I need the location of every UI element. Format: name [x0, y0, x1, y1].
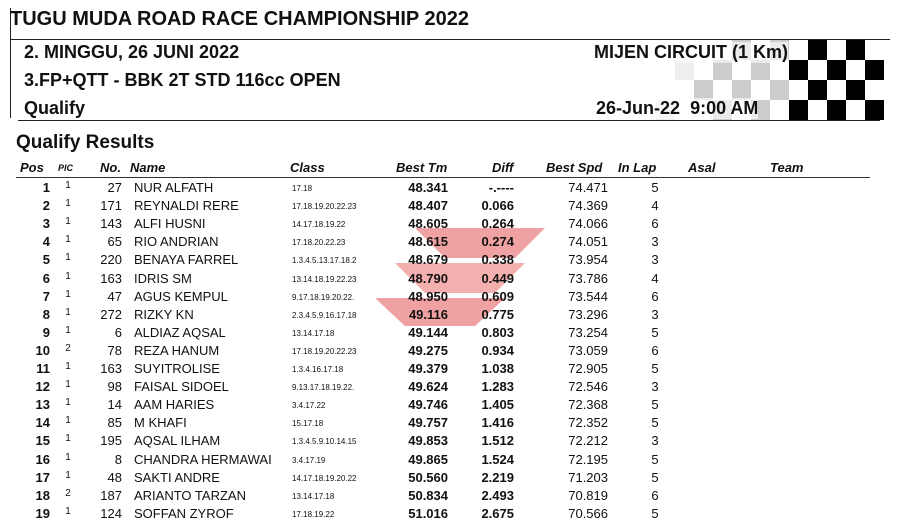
cell-no: 195: [100, 433, 122, 449]
cell-diff: 1.416: [481, 415, 514, 431]
cell-best-spd: 72.212: [568, 433, 608, 449]
table-row: [0, 506, 900, 524]
cell-best-spd: 73.786: [568, 270, 608, 286]
cell-pos: 19: [35, 505, 50, 521]
cell-no: 78: [107, 342, 122, 358]
table-row: [0, 289, 900, 307]
cell-best-spd: 74.471: [568, 180, 608, 195]
cell-pos: 2: [42, 198, 50, 214]
cell-diff: 1.512: [481, 433, 514, 449]
cell-name: REZA HANUM: [134, 342, 220, 358]
cell-pos: 4: [42, 234, 50, 250]
cell-pic: 1: [65, 397, 71, 409]
cell-in-lap: 5: [651, 469, 659, 485]
cell-in-lap: 4: [651, 270, 659, 286]
cell-class: 13.14.17.18: [292, 491, 335, 501]
cell-best-tm: 49.379: [408, 361, 448, 376]
cell-no: 14: [107, 397, 122, 413]
cell-class: 1.3.4.5.13.17.18.2: [292, 256, 357, 266]
cell-best-tm: 49.757: [408, 415, 448, 431]
cell-class: 14.17.18.19.22: [292, 220, 346, 230]
cell-no: 27: [107, 180, 122, 195]
cell-in-lap: 5: [651, 451, 659, 467]
cell-pos: 17: [35, 469, 50, 485]
cell-diff: 0.264: [481, 216, 514, 232]
cell-best-spd: 72.195: [568, 451, 608, 467]
cell-pos: 3: [42, 216, 50, 232]
cell-best-spd: 72.352: [568, 415, 608, 431]
cell-name: ALFI HUSNI: [134, 216, 206, 232]
cell-pos: 12: [35, 379, 50, 395]
cell-pos: 15: [35, 433, 50, 449]
cell-in-lap: 5: [651, 361, 659, 376]
cell-name: SOFFAN ZYROF: [134, 505, 234, 521]
cell-in-lap: 5: [651, 415, 659, 431]
cell-pic: 1: [65, 270, 71, 282]
table-row: [0, 198, 900, 216]
table-row: [0, 433, 900, 451]
cell-diff: 1.283: [481, 379, 514, 395]
cell-pos: 7: [42, 288, 50, 304]
cell-diff: 0.934: [481, 342, 514, 358]
cell-pos: 10: [35, 342, 50, 358]
cell-best-tm: 48.341: [408, 180, 448, 195]
cell-best-spd: 72.546: [568, 379, 608, 395]
cell-pos: 9: [42, 324, 50, 340]
cell-pic: 1: [65, 451, 71, 463]
cell-class: 17.18.20.22.23: [292, 238, 346, 248]
cell-no: 124: [100, 505, 122, 521]
cell-pos: 16: [35, 451, 50, 467]
table-row: [0, 361, 900, 379]
session-date: 26-Jun-22: [596, 98, 681, 118]
cell-no: 65: [107, 234, 122, 250]
cell-best-tm: 49.865: [408, 451, 448, 467]
table-row: [0, 343, 900, 361]
cell-pos: 5: [42, 252, 50, 268]
col-in-lap: In Lap: [618, 160, 657, 175]
cell-best-spd: 72.368: [568, 397, 608, 413]
event-date: 2. MINGGU, 26 JUNI 2022: [24, 42, 240, 62]
cell-name: SAKTI ANDRE: [134, 469, 220, 485]
cell-class: 17.18.19.20.22.23: [292, 346, 357, 356]
table-row: [0, 397, 900, 415]
cell-diff: 2.219: [481, 469, 514, 485]
cell-best-tm: 49.853: [408, 433, 448, 449]
cell-name: RIZKY KN: [134, 306, 194, 322]
cell-best-spd: 71.203: [568, 469, 608, 485]
cell-pic: 1: [65, 433, 71, 445]
cell-class: 1.3.4.16.17.18: [292, 365, 344, 374]
circuit-name: MIJEN CIRCUIT (1 Km): [593, 42, 788, 62]
cell-pic: 1: [65, 306, 71, 318]
cell-no: 8: [114, 451, 122, 467]
cell-no: 98: [107, 379, 122, 395]
cell-pic: 1: [65, 288, 71, 300]
cell-best-tm: 48.790: [408, 270, 448, 286]
cell-class: 17.18: [292, 184, 313, 193]
table-row: [0, 252, 900, 270]
session-name: Qualify: [24, 98, 86, 118]
cell-best-tm: 48.605: [408, 216, 448, 232]
session-time: 9:00 AM: [690, 98, 759, 118]
cell-pos: 11: [36, 361, 50, 376]
cell-pos: 6: [42, 270, 50, 286]
cell-pic: 1: [65, 324, 71, 336]
cell-diff: 1.038: [481, 361, 514, 376]
cell-best-spd: 74.066: [568, 216, 608, 232]
cell-diff: 1.405: [481, 397, 514, 413]
header-bottom-divider: [18, 120, 880, 121]
table-header-divider: [16, 177, 870, 178]
cell-best-spd: 70.819: [568, 487, 608, 503]
cell-in-lap: 5: [651, 397, 659, 413]
cell-class: 9.13.17.18.19.22.: [292, 383, 355, 393]
session-datetime: [596, 98, 758, 119]
cell-best-tm: 49.746: [408, 397, 448, 413]
cell-diff: 1.524: [481, 451, 514, 467]
cell-name: NUR ALFATH: [134, 180, 214, 195]
table-row: [0, 234, 900, 252]
cell-best-tm: 48.407: [408, 198, 448, 214]
table-row: [0, 415, 900, 433]
col-asal: Asal: [688, 160, 716, 175]
cell-best-tm: 49.144: [408, 324, 448, 340]
cell-best-spd: 73.059: [568, 342, 608, 358]
cell-diff: 0.803: [481, 324, 514, 340]
cell-best-spd: 73.544: [568, 288, 608, 304]
cell-name: BENAYA FARREL: [134, 252, 239, 268]
col-best-tm: Best Tm: [396, 160, 448, 175]
cell-name: ALDIAZ AQSAL: [134, 324, 226, 340]
table-row: [0, 470, 900, 488]
cell-in-lap: 6: [651, 342, 659, 358]
cell-no: 272: [100, 306, 122, 322]
cell-pos: 1: [42, 180, 50, 195]
cell-class: 1.3.4.5.9.10.14.15: [292, 437, 357, 447]
cell-best-tm: 51.016: [408, 505, 448, 521]
cell-diff: 0.775: [481, 306, 514, 322]
cell-pic: 1: [65, 198, 71, 210]
cell-pic: 1: [65, 505, 71, 517]
cell-pic: 1: [65, 415, 71, 427]
cell-best-tm: 48.950: [408, 288, 448, 304]
cell-best-spd: 70.566: [568, 505, 608, 521]
cell-in-lap: 3: [651, 433, 659, 449]
cell-no: 163: [100, 361, 122, 376]
cell-in-lap: 3: [651, 234, 659, 250]
cell-name: AQSAL ILHAM: [134, 433, 221, 449]
table-row: [0, 452, 900, 470]
col-team: Team: [770, 160, 804, 175]
cell-no: 171: [100, 198, 122, 214]
cell-no: 163: [100, 270, 122, 286]
table-row: [0, 216, 900, 234]
cell-diff: 0.338: [481, 252, 514, 268]
cell-name: M KHAFI: [134, 415, 187, 431]
cell-name: AGUS KEMPUL: [134, 288, 228, 304]
cell-pic: 1: [65, 180, 71, 191]
table-row: [0, 379, 900, 397]
cell-no: 48: [107, 469, 122, 485]
cell-name: REYNALDI RERE: [134, 198, 239, 214]
cell-in-lap: 3: [651, 306, 659, 322]
cell-pos: 13: [35, 397, 50, 413]
cell-best-tm: 49.275: [408, 342, 448, 358]
race-class: 3.FP+QTT - BBK 2T STD 116cc OPEN: [24, 70, 341, 90]
cell-class: 17.18.19.22: [292, 509, 335, 519]
col-name: Name: [130, 160, 166, 175]
col-pos: Pos: [20, 160, 44, 175]
cell-class: 3.4.17.22: [292, 401, 326, 411]
cell-in-lap: 5: [651, 180, 659, 195]
cell-name: IDRIS SM: [134, 270, 192, 286]
cell-in-lap: 5: [651, 505, 659, 521]
cell-diff: 2.493: [481, 487, 514, 503]
cell-class: 2.3.4.5.9.16.17.18: [292, 310, 357, 320]
cell-pos: 18: [35, 487, 50, 503]
cell-pic: 2: [65, 487, 71, 499]
cell-name: ARIANTO TARZAN: [134, 487, 246, 503]
cell-name: AAM HARIES: [134, 397, 215, 413]
col-class: Class: [290, 160, 325, 175]
cell-in-lap: 4: [651, 198, 659, 214]
cell-diff: 2.675: [481, 505, 514, 521]
cell-best-tm: 48.679: [408, 252, 448, 268]
cell-diff: 0.274: [481, 234, 514, 250]
cell-pic: 1: [65, 234, 71, 246]
cell-diff: 0.449: [481, 270, 514, 286]
cell-pic: 1: [65, 252, 71, 264]
cell-name: RIO ANDRIAN: [134, 234, 219, 250]
table-row: [0, 488, 900, 506]
cell-pic: 1: [65, 216, 71, 228]
cell-in-lap: 6: [651, 487, 659, 503]
cell-pic: 1: [65, 379, 71, 391]
cell-pos: 14: [35, 415, 50, 431]
cell-diff: 0.066: [481, 198, 514, 214]
cell-name: FAISAL SIDOEL: [134, 379, 229, 395]
cell-best-spd: 74.051: [568, 234, 608, 250]
cell-best-tm: 50.834: [408, 487, 448, 503]
cell-best-spd: 73.296: [568, 306, 608, 322]
cell-class: 9.17.18.19.20.22.: [292, 292, 355, 302]
cell-in-lap: 6: [651, 288, 659, 304]
cell-best-tm: 49.624: [408, 379, 448, 395]
cell-best-tm: 50.560: [408, 469, 448, 485]
cell-best-spd: 74.369: [568, 198, 608, 214]
col-pic: PIC: [58, 163, 74, 173]
cell-pic: 1: [65, 361, 71, 372]
cell-no: 187: [100, 487, 122, 503]
cell-best-spd: 73.954: [568, 252, 608, 268]
cell-class: 13.14.17.18: [292, 328, 335, 338]
col-no: No.: [100, 160, 121, 175]
table-row: [0, 325, 900, 343]
table-row: [0, 180, 900, 198]
cell-class: 17.18.19.20.22.23: [292, 202, 357, 212]
cell-in-lap: 5: [651, 324, 659, 340]
section-title: Qualify Results: [16, 132, 155, 153]
cell-best-spd: 73.254: [568, 324, 608, 340]
cell-class: 15.17.18: [292, 419, 324, 429]
col-diff: Diff: [492, 160, 514, 175]
cell-no: 6: [114, 324, 122, 340]
cell-in-lap: 3: [651, 379, 659, 395]
cell-class: 14.17.18.19.20.22: [292, 473, 357, 483]
cell-pic: 1: [65, 469, 71, 481]
cell-no: 143: [100, 216, 122, 232]
cell-best-tm: 49.116: [408, 306, 448, 322]
cell-no: 85: [107, 415, 122, 431]
cell-name: SUYITROLISE: [134, 361, 220, 376]
cell-no: 47: [107, 288, 122, 304]
cell-diff: 0.609: [481, 288, 514, 304]
cell-in-lap: 6: [651, 216, 659, 232]
cell-best-spd: 72.905: [568, 361, 608, 376]
cell-best-tm: 48.615: [408, 234, 448, 250]
col-best-spd: Best Spd: [546, 160, 603, 175]
cell-class: 13.14.18.19.22.23: [292, 274, 357, 284]
cell-pos: 8: [42, 306, 50, 322]
table-row: [0, 307, 900, 325]
cell-pic: 2: [65, 342, 71, 354]
table-row: [0, 271, 900, 289]
cell-in-lap: 3: [651, 252, 659, 268]
cell-class: 3.4.17.19: [292, 455, 326, 465]
cell-diff: -.----: [488, 180, 514, 195]
cell-no: 220: [100, 252, 122, 268]
championship-title: TUGU MUDA ROAD RACE CHAMPIONSHIP 2022: [10, 8, 469, 30]
cell-name: CHANDRA HERMAWAI: [134, 451, 272, 467]
